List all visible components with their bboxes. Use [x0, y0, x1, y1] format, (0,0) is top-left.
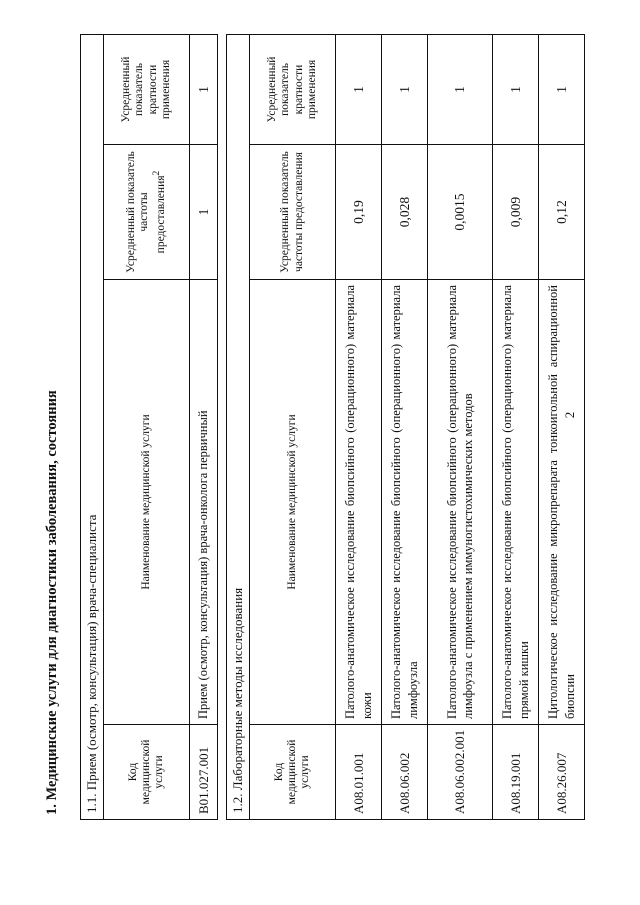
service-code: A08.06.002.001	[428, 725, 493, 820]
table-row	[493, 34, 539, 819]
service-frequency: 0,009	[493, 145, 539, 280]
section-title: 1. Медицинские услуги для диагностики заболевания, состояния	[44, 390, 60, 815]
header-name: Наименование медицинской услуги	[250, 280, 336, 725]
services-table-laboratory	[226, 34, 585, 820]
table-row	[428, 34, 493, 819]
table-row	[190, 34, 218, 819]
service-frequency: 1	[190, 145, 218, 280]
header-frequency	[104, 145, 190, 280]
service-multiplicity: 1	[539, 34, 585, 144]
service-code: A08.26.007	[539, 725, 585, 820]
services-table-specialist	[80, 34, 218, 820]
service-name: Патолого-анатомическое исследование биопсийного (операционного) материала лимфоузла	[382, 280, 428, 725]
table-row	[336, 34, 382, 819]
service-name: Патолого-анатомическое исследование биопсийного (операционного) материала прямой кишки	[493, 280, 539, 725]
service-frequency: 0,19	[336, 145, 382, 280]
header-name: Наименование медицинской услуги	[104, 280, 190, 725]
header-code: Код медицинской услуги	[104, 725, 190, 820]
table-row	[539, 34, 585, 819]
header-frequency-text: Усредненный показатель частоты предоставления	[124, 151, 168, 273]
service-code: A08.06.002	[382, 725, 428, 820]
header-multiplicity: Усредненный показатель кратности применения	[104, 34, 190, 144]
table-row	[382, 34, 428, 819]
service-code: B01.027.001	[190, 725, 218, 820]
service-frequency: 0,0015	[428, 145, 493, 280]
header-code: Код медицинской услуги	[250, 725, 336, 820]
header-multiplicity: Усредненный показатель кратности применения	[250, 34, 336, 144]
table2-caption: 1.2. Лабораторные методы исследования	[227, 34, 250, 819]
service-frequency: 0,12	[539, 145, 585, 280]
table1-caption: 1.1. Прием (осмотр, консультация) врача-специалиста	[81, 34, 104, 819]
service-code: A08.01.001	[336, 725, 382, 820]
service-frequency: 0,028	[382, 145, 428, 280]
service-name: Цитологическое исследование микропрепарата тонкоигольной аспирационной биопсии	[539, 280, 585, 725]
service-name: Прием (осмотр, консультация) врача-онколога первичный	[190, 280, 218, 725]
service-multiplicity: 1	[336, 34, 382, 144]
service-code: A08.19.001	[493, 725, 539, 820]
page-number: 2	[562, 411, 577, 419]
service-name: Патолого-анатомическое исследование биопсийного (операционного) материала лимфоузла с применением иммуногистохимических методов	[428, 280, 493, 725]
header-frequency-footnote: 2	[151, 170, 163, 176]
service-multiplicity: 1	[493, 34, 539, 144]
service-multiplicity: 1	[428, 34, 493, 144]
service-multiplicity: 1	[382, 34, 428, 144]
service-multiplicity: 1	[190, 34, 218, 144]
service-name: Патолого-анатомическое исследование биопсийного (операционного) материала кожи	[336, 280, 382, 725]
header-frequency: Усредненный показатель частоты предоставления	[250, 145, 336, 280]
